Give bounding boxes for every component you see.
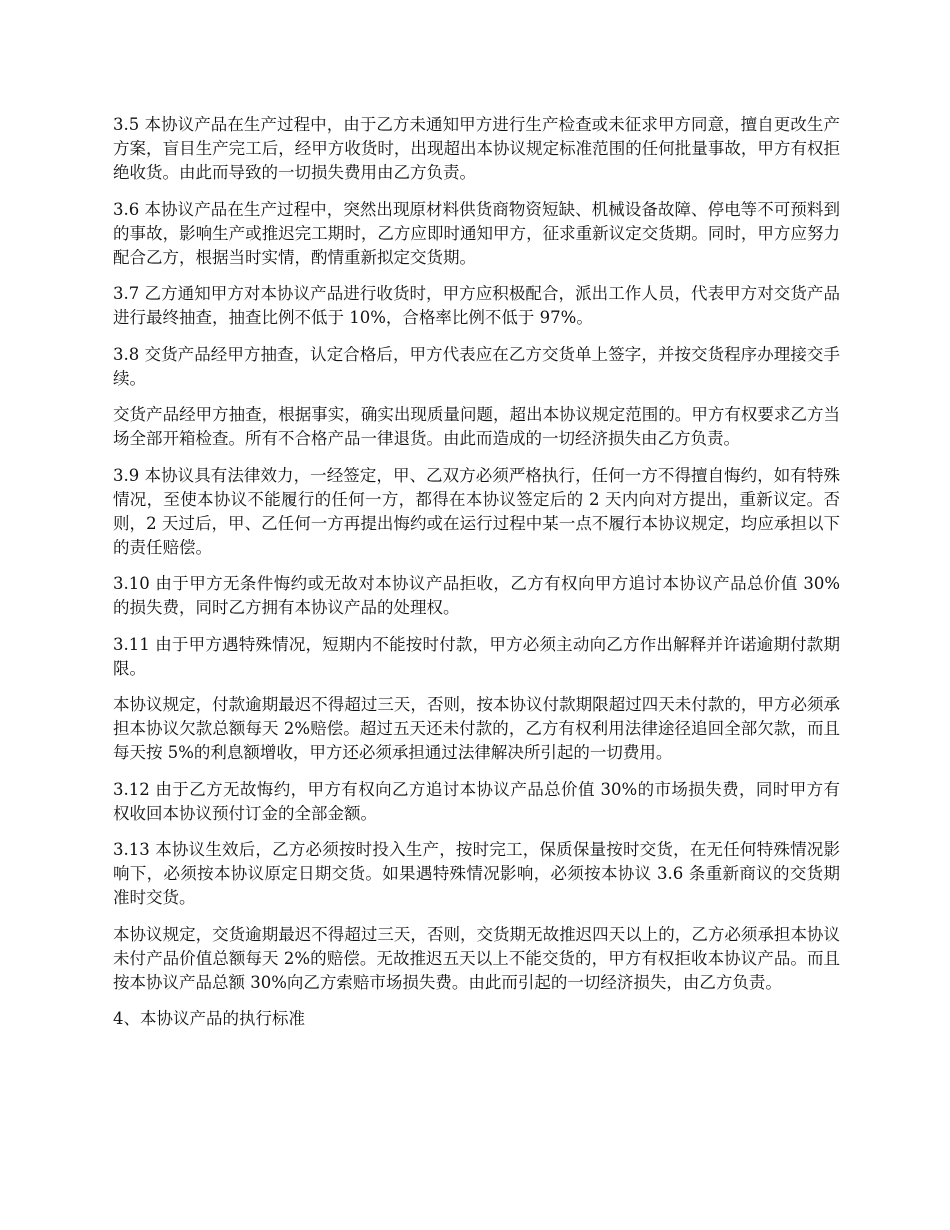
clause-3-13: 3.13 本协议生效后，乙方必须按时投入生产，按时完工，保质保量按时交货，在无任何特殊情况影响下，必须按本协议原定日期交货。如果遇特殊情况影响，必须按本协议 3.6 条重新商议的交货期准时交货。 [113,840,840,907]
clause-3-8-continued: 交货产品经甲方抽查，根据事实，确实出现质量问题，超出本协议规定范围的。甲方有权要求乙方当场全部开箱检查。所有不合格产品一律退货。由此而造成的一切经济损失由乙方负责。 [113,405,840,448]
clause-3-6: 3.6 本协议产品在生产过程中，突然出现原材料供货商物资短缺、机械设备故障、停电等不可预料到的事故，影响生产或推迟完工期时，乙方应即时通知甲方，征求重新议定交货期。同时，甲方应努力配合乙方，根据当时实情，酌情重新拟定交货期。 [113,199,840,267]
section-4-heading: 4、本协议产品的执行标准 [113,1009,305,1028]
clause-3-11-continued: 本协议规定，付款逾期最迟不得超过三天，否则，按本协议付款期限超过四天未付款的，甲方必须承担本协议欠款总额每天 2%赔偿。超过五天还未付款的，乙方有权利用法律途径追回全部欠款，而且每天按 5%的利息额增收，甲方还必须承担通过法律解决所引起的一切费用。 [113,695,840,762]
clause-3-5: 3.5 本协议产品在生产过程中，由于乙方未通知甲方进行生产检查或未征求甲方同意，擅自更改生产方案，盲目生产完工后，经甲方收货时，出现超出本协议规定标准范围的任何批量事故，甲方有权拒绝收货。由此而导致的一切损失费用由乙方负责。 [113,115,840,182]
clause-3-7: 3.7 乙方通知甲方对本协议产品进行收货时，甲方应积极配合，派出工作人员，代表甲方对交货产品进行最终抽查，抽查比例不低于 10%，合格率比例不低于 97%。 [113,284,840,327]
clause-3-12: 3.12 由于乙方无故悔约，甲方有权向乙方追讨本协议产品总价值 30%的市场损失费，同时甲方有权收回本协议预付订金的全部金额。 [113,779,840,823]
clause-3-11: 3.11 由于甲方遇特殊情况，短期内不能按时付款，甲方必须主动向乙方作出解释并许诺逾期付款期限。 [113,634,840,678]
document-body [113,113,840,1044]
clause-3-13-continued: 本协议规定，交货逾期最迟不得超过三天，否则，交货期无故推迟四天以上的，乙方必须承担本协议未付产品价值总额每天 2%的赔偿。无故推迟五天以上不能交货的，甲方有权拒收本协议产品。而且按本协议产品总额 30%向乙方索赔市场损失费。由此而引起的一切经济损失，由乙方负责。 [113,924,840,992]
clause-3-10: 3.10 由于甲方无条件悔约或无故对本协议产品拒收，乙方有权向甲方追讨本协议产品总价值 30%的损失费，同时乙方拥有本协议产品的处理权。 [113,574,840,617]
clause-3-9: 3.9 本协议具有法律效力，一经签定，甲、乙双方必须严格执行，任何一方不得擅自悔约，如有特殊情况，至使本协议不能履行的任何一方，都得在本协议签定后的 2 天内向对方提出，重新议定。否则，2 天过后，甲、乙任何一方再提出悔约或在运行过程中某一点不履行本协议规定，均应承担以下的责任赔偿。 [113,465,840,557]
clause-3-8: 3.8 交货产品经甲方抽查，认定合格后，甲方代表应在乙方交货单上签字，并按交货程序办理接交手续。 [113,344,840,388]
